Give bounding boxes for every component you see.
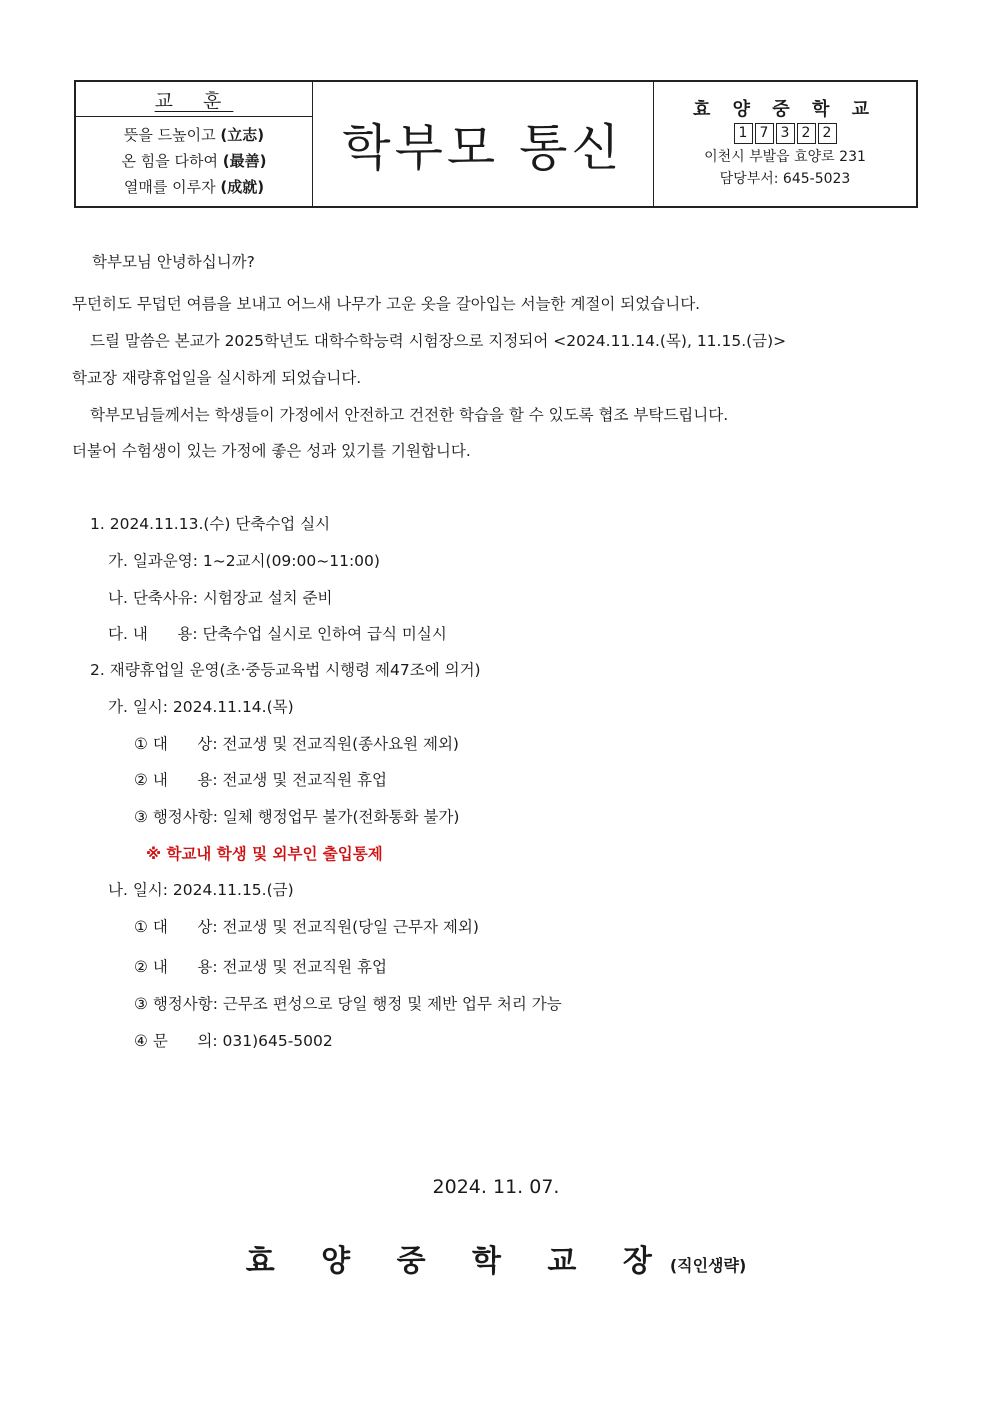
postal-digit: 2: [818, 123, 837, 144]
greeting-line: 드릴 말씀은 본교가 2025학년도 대학수학능력 시험장으로 지정되어 <2024.11.14.(목), 11.15.(금)>: [90, 332, 787, 350]
school-address: 이천시 부발읍 효양로 231: [704, 148, 866, 165]
list-item: 나. 단축사유: 시험장교 설치 준비: [108, 589, 333, 607]
list-item: 2. 재량휴업일 운영(초·중등교육법 시행령 제47조에 의거): [90, 661, 481, 679]
postal-digit: 3: [776, 123, 795, 144]
list-item: ④ 문 의: 031)645-5002: [134, 1032, 333, 1050]
motto-section: [76, 82, 313, 206]
postal-digit: 2: [797, 123, 816, 144]
list-item: ② 내 용: 전교생 및 전교직원 휴업: [134, 958, 387, 976]
header-table: [74, 80, 918, 208]
signer-note: (직인생략): [669, 1256, 747, 1275]
greeting-line: 학교장 재량휴업일을 실시하게 되었습니다.: [72, 369, 362, 387]
greeting-line: 무던히도 무덥던 여름을 보내고 어느새 나무가 고운 옷을 갈아입는 서늘한 계절이 되었습니다.: [72, 295, 701, 313]
notice-line: ※ 학교내 학생 및 외부인 출입통제: [146, 845, 383, 863]
motto-line: 온 힘을 다하여 (最善): [121, 151, 267, 170]
school-info: [654, 82, 916, 206]
list-item: 가. 일과운영: 1~2교시(09:00~11:00): [108, 552, 380, 570]
list-item: ③ 행정사항: 근무조 편성으로 당일 행정 및 제반 업무 처리 가능: [134, 995, 562, 1013]
signer-name: 효 양 중 학 교 장: [245, 1244, 670, 1279]
signature-line: [0, 1236, 992, 1280]
list-item: 나. 일시: 2024.11.15.(금): [108, 881, 294, 899]
motto-line: 열매를 이루자 (成就): [123, 178, 265, 197]
list-item: 가. 일시: 2024.11.14.(목): [108, 698, 294, 716]
greeting-line: 더불어 수험생이 있는 가정에 좋은 성과 있기를 기원합니다.: [72, 442, 471, 460]
list-item: ③ 행정사항: 일체 행정업무 불가(전화통화 불가): [134, 808, 460, 826]
school-name: 효 양 중 학 교: [692, 98, 877, 120]
greeting-line: 학부모님들께서는 학생들이 가정에서 안전하고 건전한 학습을 할 수 있도록 협조 부탁드립니다.: [90, 406, 729, 424]
title-section: [313, 82, 654, 206]
issue-date: 2024. 11. 07.: [432, 1176, 560, 1198]
list-item: 1. 2024.11.13.(수) 단축수업 실시: [90, 515, 331, 533]
list-item: ② 내 용: 전교생 및 전교직원 휴업: [134, 771, 387, 789]
list-item: ① 대 상: 전교생 및 전교직원(당일 근무자 제외): [134, 918, 479, 936]
page-title: 학부모 통신: [342, 119, 624, 177]
postal-digit: 7: [755, 123, 774, 144]
list-item: ① 대 상: 전교생 및 전교직원(종사요원 제외): [134, 735, 459, 753]
greeting-line: 학부모님 안녕하십니까?: [92, 253, 255, 271]
list-item: 다. 내 용: 단축수업 실시로 인하여 급식 미실시: [108, 625, 447, 643]
school-contact: 담당부서: 645-5023: [719, 170, 851, 187]
motto-line: 뜻을 드높이고 (立志): [123, 125, 265, 144]
motto-title: 교 훈: [76, 82, 312, 117]
postal-digit: 1: [734, 123, 753, 144]
postal-code: [734, 123, 837, 144]
motto-lines: [76, 117, 312, 206]
